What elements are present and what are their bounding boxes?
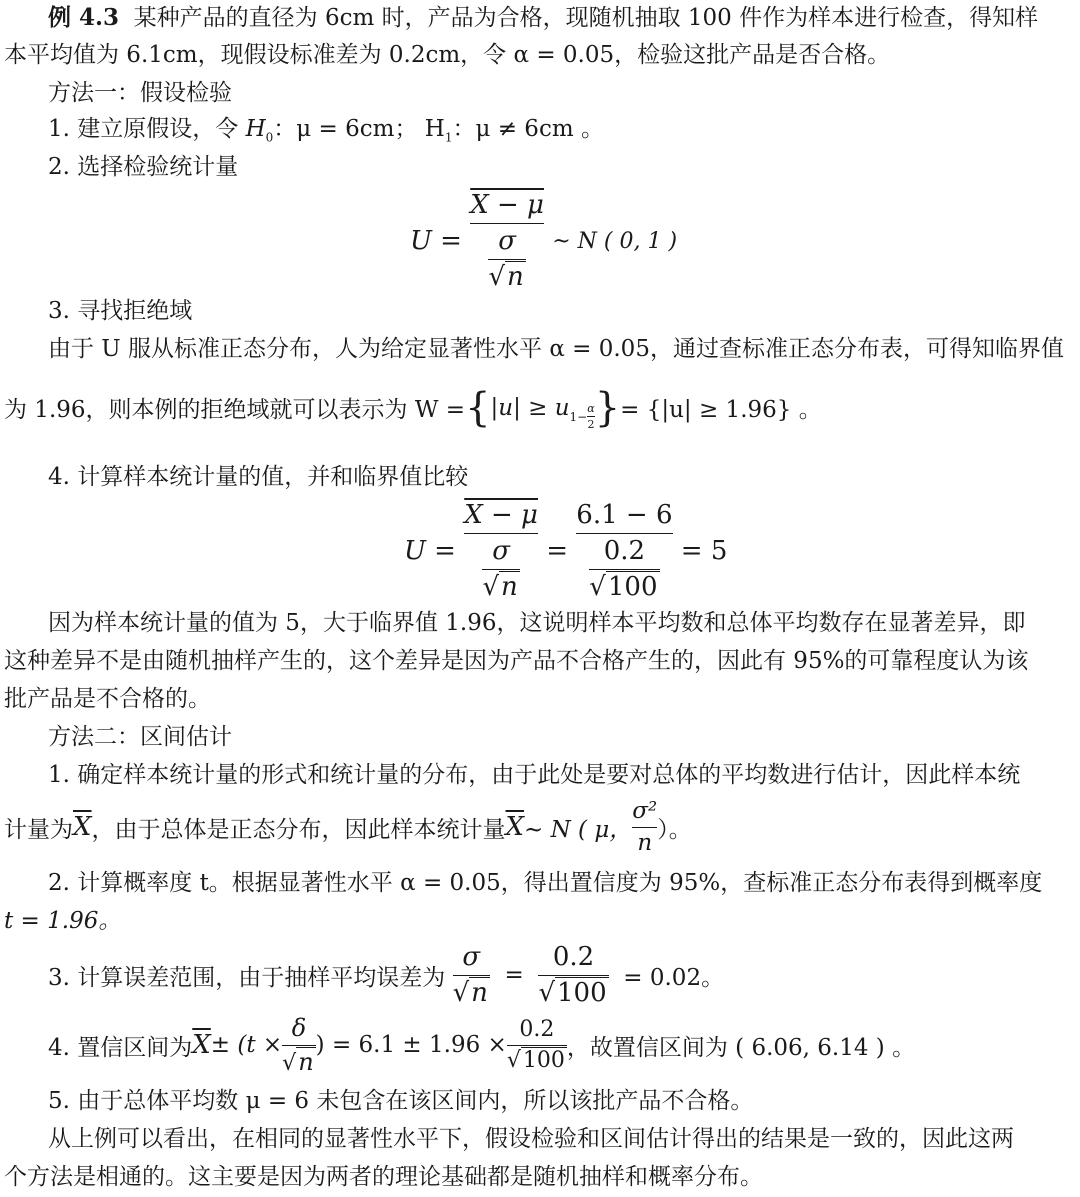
method1-conclusion-3: 批产品是不合格的。: [4, 686, 211, 712]
method1-step4: 4. 计算样本统计量的值，并和临界值比较: [48, 464, 469, 490]
method1-step2: 2. 选择检验统计量: [48, 154, 239, 180]
method1-title: 方法一：假设检验: [48, 80, 232, 106]
method1-step3-text1: 由于 U 服从标准正态分布，人为给定显著性水平 α = 0.05，通过查标准正态分布表，可得知临界值: [48, 336, 1064, 362]
method2-title: 方法二：区间估计: [48, 724, 232, 750]
method2-step4: 4. 置信区间为 $\overline{X}$ ± (t × $\frac{\delta}{√n}$ ) = 6.1 ± 1.96 × $\frac{0.2}{√100}$ ，故置信区间为 ( 6.06, 6.14 ) 。: [48, 1014, 916, 1076]
method1-conclusion-1: 因为样本统计量的值为 5，大于临界值 1.96，这说明样本平均数和总体平均数存在显著差异，即: [48, 610, 1026, 636]
method1-step1: 1. 建立原假设，令 $H_0$：μ = 6cm； $H_1$：μ ≠ 6cm 。: [48, 116, 604, 145]
summary-line-1: 从上例可以看出，在相同的显著性水平下，假设检验和区间估计得出的结果是一致的，因此这两: [48, 1126, 1014, 1152]
example-label: 例 4.3: [48, 4, 120, 31]
reject-region-line: 为 1.96，则本例的拒绝域就可以表示为 W = { |u| ≥ u 1− $\frac{\alpha}{2}$ } = {|u| ≥ 1.96} 。: [4, 384, 822, 431]
method2-step1-line1: 1. 确定样本统计量的形式和统计量的分布，由于此处是要对总体的平均数进行估计，因此样本统: [48, 762, 1021, 788]
method1-conclusion-2: 这种差异不是由随机抽样产生的，这个差异是因为产品不合格产生的，因此有 95%的可靠程度认为该: [4, 648, 1029, 674]
method2-step1-line2: 计量为 $\overline{X}$ ，由于总体是正态分布，因此样本统计量 $\overline{X}$ ~ N ( μ， $\frac{\text{σ²}}{n}$ ）。: [4, 798, 692, 856]
method2-step2-line1: 2. 计算概率度 t。根据显著性水平 α = 0.05，得出置信度为 95%，查标准正态分布表得到概率度: [48, 870, 1043, 896]
example-line-1: [48, 6, 1038, 30]
frac-u: $\frac{X - \mu}{\frac{\sigma}{√n}}$: [470, 190, 544, 292]
summary-line-2: 个方法是相通的。这主要是因为两者的理论基础都是随机抽样和概率分布。: [4, 1164, 763, 1190]
method2-step3: 3. 计算误差范围，由于抽样平均误差为 $\frac{\sigma}{√n}$ = $\frac{0.2}{√100}$ = 0.02。: [48, 942, 725, 1008]
method2-step5: 5. 由于总体平均数 μ = 6 未包含在该区间内，所以该批产品不合格。: [48, 1088, 754, 1114]
example-text-1: 某种产品的直径为 6cm 时，产品为合格，现随机抽取 100 件作为样本进行检查，得知样: [133, 5, 1039, 31]
example-line-2: 本平均值为 6.1cm，现假设标准差为 0.2cm，令 α = 0.05，检验这批产品是否合格。: [4, 42, 891, 68]
method1-step3: 3. 寻找拒绝域: [48, 298, 193, 324]
formula-test-statistic: U = $\frac{X - \mu}{\frac{\sigma}{√n}}$ ~ N ( 0, 1 ): [410, 190, 678, 292]
formula-computed-u: U = $\frac{X - \mu}{\frac{\sigma}{√n}}$ = $\frac{6.1 - 6}{\frac{0.2}{√100}}$ = 5: [404, 500, 728, 602]
method2-step2-line2: t = 1.96。: [4, 908, 122, 934]
